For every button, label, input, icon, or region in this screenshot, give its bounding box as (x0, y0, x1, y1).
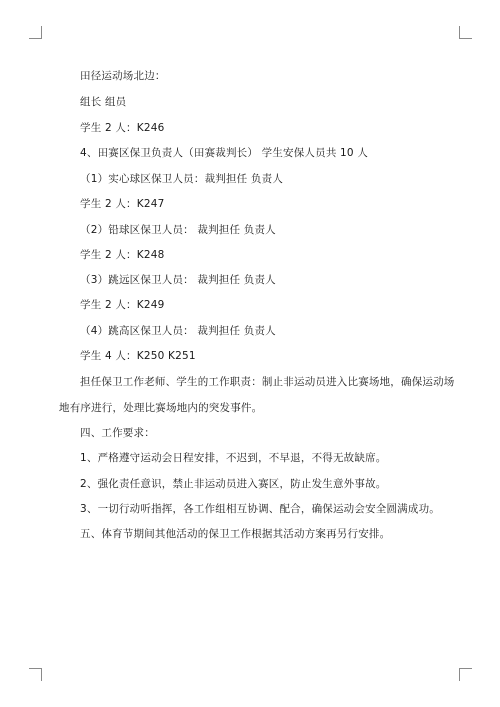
text-line-field-event-security-head: 4、田赛区保卫负责人（田赛裁判长） 学生安保人员共 10 人 (80, 147, 369, 159)
text-line-section-5: 五、体育节期间其他活动的保卫工作根据其活动方案再另行安排。 (80, 528, 391, 540)
text-line-students-k247: 学生 2 人：K247 (80, 198, 165, 210)
text-line-leader-members: 组长 组员 (80, 96, 127, 108)
text-line-students-k250-k251: 学生 4 人：K250 K251 (80, 350, 196, 362)
crop-mark-bottom-left (29, 668, 42, 681)
crop-mark-top-right (459, 26, 472, 39)
text-line-students-k246: 学生 2 人：K246 (80, 122, 165, 134)
text-line-shot-put-area: （2）铅球区保卫人员： 裁判担任 负责人 (80, 224, 276, 236)
crop-mark-top-left (29, 26, 42, 39)
text-line-high-jump-area: （4）跳高区保卫人员： 裁判担任 负责人 (80, 325, 276, 337)
text-line-requirement-3: 3、一切行动听指挥，各工作组相互协调、配合，确保运动会安全圆满成功。 (80, 503, 440, 515)
text-line-students-k248: 学生 2 人：K248 (80, 249, 165, 261)
text-line-north-side-heading: 田径运动场北边： (80, 70, 166, 82)
text-line-requirement-2: 2、强化责任意识，禁止非运动员进入赛区，防止发生意外事故。 (80, 478, 387, 490)
text-line-students-k249: 学生 2 人：K249 (80, 299, 165, 311)
text-line-long-jump-area: （3）跳远区保卫人员： 裁判担任 负责人 (80, 274, 276, 286)
text-line-shot-ball-area: （1）实心球区保卫人员：裁判担任 负责人 (80, 173, 284, 185)
text-line-duties-paragraph-continued: 地有序进行，处理比赛场地内的突发事件。 (59, 402, 263, 414)
text-line-work-requirements-heading: 四、工作要求： (80, 427, 155, 439)
crop-mark-bottom-right (459, 668, 472, 681)
text-line-duties-paragraph: 担任保卫工作老师、学生的工作职责：制止非运动员进入比赛场地，确保运动场 (80, 376, 455, 388)
text-line-requirement-1: 1、严格遵守运动会日程安排，不迟到，不早退，不得无故缺席。 (80, 452, 387, 464)
